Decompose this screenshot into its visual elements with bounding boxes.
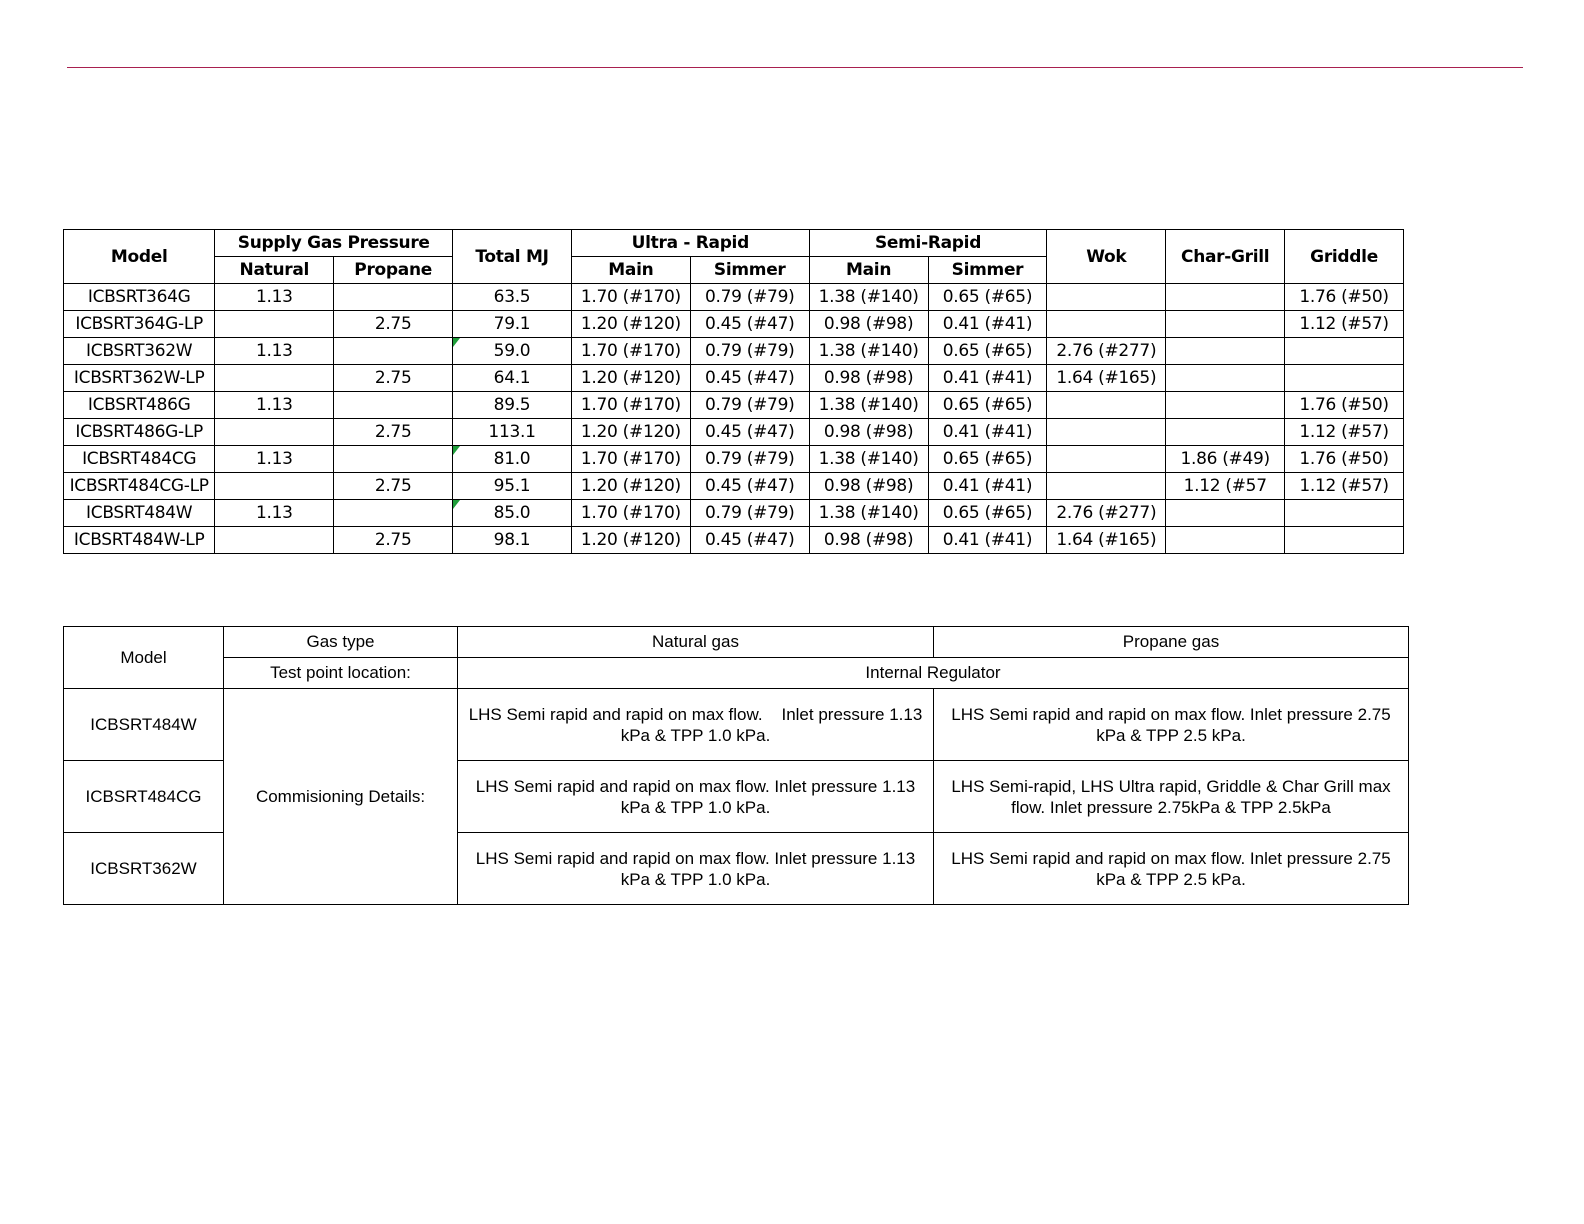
cell-semi-main: 0.98 (#98) — [809, 473, 928, 500]
cell-semi-simmer: 0.41 (#41) — [928, 365, 1047, 392]
cell-natural: 1.13 — [215, 392, 334, 419]
cell-semi-simmer: 0.41 (#41) — [928, 419, 1047, 446]
commissioning-details-label: Commisioning Details: — [224, 689, 458, 905]
cell-model: ICBSRT362W — [64, 833, 224, 905]
table-row — [64, 311, 1404, 338]
cell-total-mj: 89.5 — [453, 392, 572, 419]
cell-griddle: 1.12 (#57) — [1285, 311, 1404, 338]
cell-semi-simmer: 0.65 (#65) — [928, 446, 1047, 473]
table-row — [64, 284, 1404, 311]
cell-griddle — [1285, 527, 1404, 554]
cell-ultra-simmer: 0.45 (#47) — [690, 365, 809, 392]
header-propane-gas: Propane gas — [934, 627, 1409, 658]
cell-wok — [1047, 473, 1166, 500]
header-semi-main: Main — [809, 257, 928, 284]
cell-natural — [215, 527, 334, 554]
cell-ultra-main: 1.20 (#120) — [571, 419, 690, 446]
cell-natural: 1.13 — [215, 338, 334, 365]
cell-model: ICBSRT364G-LP — [64, 311, 215, 338]
cell-propane — [334, 284, 453, 311]
cell-semi-main: 0.98 (#98) — [809, 527, 928, 554]
cell-griddle — [1285, 500, 1404, 527]
table-row — [64, 392, 1404, 419]
header-char-grill: Char-Grill — [1166, 230, 1285, 284]
cell-semi-simmer: 0.41 (#41) — [928, 311, 1047, 338]
cell-wok — [1047, 419, 1166, 446]
cell-model: ICBSRT364G — [64, 284, 215, 311]
cell-wok: 2.76 (#277) — [1047, 500, 1166, 527]
cell-ultra-main: 1.20 (#120) — [571, 473, 690, 500]
commissioning-table — [63, 626, 1409, 905]
table-row — [64, 419, 1404, 446]
cell-ultra-simmer: 0.45 (#47) — [690, 311, 809, 338]
cell-ultra-simmer: 0.79 (#79) — [690, 500, 809, 527]
cell-propane: 2.75 — [334, 365, 453, 392]
cell-model: ICBSRT484CG — [64, 761, 224, 833]
cell-wok: 1.64 (#165) — [1047, 365, 1166, 392]
header-ultra-rapid: Ultra - Rapid — [571, 230, 809, 257]
cell-ultra-main: 1.70 (#170) — [571, 446, 690, 473]
test-point-label: Test point location: — [224, 658, 458, 689]
cell-char-grill — [1166, 311, 1285, 338]
cell-semi-main: 0.98 (#98) — [809, 365, 928, 392]
header-semi-simmer: Simmer — [928, 257, 1047, 284]
cell-ultra-main: 1.70 (#170) — [571, 338, 690, 365]
cell-ultra-main: 1.20 (#120) — [571, 365, 690, 392]
cell-ultra-main: 1.20 (#120) — [571, 527, 690, 554]
table-row — [64, 365, 1404, 392]
cell-natural — [215, 419, 334, 446]
cell-model: ICBSRT484CG-LP — [64, 473, 215, 500]
cell-wok — [1047, 446, 1166, 473]
header-model: Model — [64, 230, 215, 284]
cell-griddle: 1.76 (#50) — [1285, 446, 1404, 473]
cell-natural-details: LHS Semi rapid and rapid on max flow. Inlet pressure 1.13 kPa & TPP 1.0 kPa. — [458, 761, 934, 833]
cell-propane — [334, 500, 453, 527]
cell-propane-details: LHS Semi rapid and rapid on max flow. Inlet pressure 2.75 kPa & TPP 2.5 kPa. — [934, 833, 1409, 905]
cell-semi-main: 1.38 (#140) — [809, 284, 928, 311]
header-model: Model — [64, 627, 224, 689]
cell-model: ICBSRT362W-LP — [64, 365, 215, 392]
header-propane: Propane — [334, 257, 453, 284]
cell-model: ICBSRT484W-LP — [64, 527, 215, 554]
cell-ultra-simmer: 0.79 (#79) — [690, 284, 809, 311]
cell-model: ICBSRT486G-LP — [64, 419, 215, 446]
cell-char-grill — [1166, 500, 1285, 527]
cell-char-grill — [1166, 392, 1285, 419]
cell-model: ICBSRT486G — [64, 392, 215, 419]
cell-natural: 1.13 — [215, 284, 334, 311]
cell-char-grill — [1166, 419, 1285, 446]
cell-char-grill: 1.86 (#49) — [1166, 446, 1285, 473]
cell-natural — [215, 311, 334, 338]
cell-griddle: 1.76 (#50) — [1285, 392, 1404, 419]
cell-griddle: 1.12 (#57) — [1285, 473, 1404, 500]
cell-semi-main: 0.98 (#98) — [809, 311, 928, 338]
cell-ultra-main: 1.20 (#120) — [571, 311, 690, 338]
cell-propane — [334, 392, 453, 419]
cell-propane: 2.75 — [334, 473, 453, 500]
cell-semi-main: 1.38 (#140) — [809, 446, 928, 473]
cell-propane: 2.75 — [334, 419, 453, 446]
cell-semi-main: 1.38 (#140) — [809, 500, 928, 527]
cell-char-grill: 1.12 (#57 — [1166, 473, 1285, 500]
cell-ultra-simmer: 0.45 (#47) — [690, 473, 809, 500]
cell-propane — [334, 338, 453, 365]
header-total-mj: Total MJ — [453, 230, 572, 284]
cell-char-grill — [1166, 284, 1285, 311]
table-row — [64, 527, 1404, 554]
cell-ultra-main: 1.70 (#170) — [571, 500, 690, 527]
cell-propane: 2.75 — [334, 527, 453, 554]
cell-griddle — [1285, 338, 1404, 365]
cell-ultra-main: 1.70 (#170) — [571, 392, 690, 419]
cell-ultra-simmer: 0.79 (#79) — [690, 392, 809, 419]
cell-char-grill — [1166, 527, 1285, 554]
cell-semi-simmer: 0.41 (#41) — [928, 527, 1047, 554]
cell-wok — [1047, 392, 1166, 419]
cell-total-mj: 79.1 — [453, 311, 572, 338]
cell-total-mj: 64.1 — [453, 365, 572, 392]
cell-total-mj: 59.0 — [453, 338, 572, 365]
cell-propane: 2.75 — [334, 311, 453, 338]
cell-ultra-main: 1.70 (#170) — [571, 284, 690, 311]
header-natural: Natural — [215, 257, 334, 284]
header-natural-gas: Natural gas — [458, 627, 934, 658]
header-ultra-main: Main — [571, 257, 690, 284]
cell-ultra-simmer: 0.79 (#79) — [690, 446, 809, 473]
table-row — [64, 473, 1404, 500]
cell-semi-simmer: 0.65 (#65) — [928, 500, 1047, 527]
cell-ultra-simmer: 0.79 (#79) — [690, 338, 809, 365]
test-point-value: Internal Regulator — [458, 658, 1409, 689]
table-row — [64, 446, 1404, 473]
cell-natural — [215, 365, 334, 392]
cell-char-grill — [1166, 338, 1285, 365]
cell-natural — [215, 473, 334, 500]
cell-griddle: 1.76 (#50) — [1285, 284, 1404, 311]
cell-semi-simmer: 0.41 (#41) — [928, 473, 1047, 500]
cell-griddle — [1285, 365, 1404, 392]
cell-char-grill — [1166, 365, 1285, 392]
cell-griddle: 1.12 (#57) — [1285, 419, 1404, 446]
table-row — [64, 338, 1404, 365]
gas-type-label: Gas type — [224, 627, 458, 658]
cell-wok: 2.76 (#277) — [1047, 338, 1166, 365]
cell-natural: 1.13 — [215, 446, 334, 473]
header-griddle: Griddle — [1285, 230, 1404, 284]
cell-semi-main: 1.38 (#140) — [809, 392, 928, 419]
header-supply-gas-pressure: Supply Gas Pressure — [215, 230, 453, 257]
cell-wok — [1047, 284, 1166, 311]
cell-natural-details: LHS Semi rapid and rapid on max flow. Inlet pressure 1.13 kPa & TPP 1.0 kPa. — [458, 689, 934, 761]
header-ultra-simmer: Simmer — [690, 257, 809, 284]
cell-wok: 1.64 (#165) — [1047, 527, 1166, 554]
table-row — [64, 500, 1404, 527]
gas-spec-table — [63, 229, 1404, 554]
cell-total-mj: 113.1 — [453, 419, 572, 446]
cell-total-mj: 81.0 — [453, 446, 572, 473]
cell-semi-main: 1.38 (#140) — [809, 338, 928, 365]
cell-model: ICBSRT484CG — [64, 446, 215, 473]
table-row — [64, 689, 1409, 761]
cell-total-mj: 95.1 — [453, 473, 572, 500]
cell-ultra-simmer: 0.45 (#47) — [690, 419, 809, 446]
cell-natural-details: LHS Semi rapid and rapid on max flow. Inlet pressure 1.13 kPa & TPP 1.0 kPa. — [458, 833, 934, 905]
cell-semi-simmer: 0.65 (#65) — [928, 338, 1047, 365]
cell-propane — [334, 446, 453, 473]
cell-propane-details: LHS Semi-rapid, LHS Ultra rapid, Griddle & Char Grill max flow. Inlet pressure 2.75kPa & TPP 2.5kPa — [934, 761, 1409, 833]
header-rule — [67, 67, 1523, 68]
cell-total-mj: 63.5 — [453, 284, 572, 311]
cell-model: ICBSRT484W — [64, 689, 224, 761]
cell-total-mj: 85.0 — [453, 500, 572, 527]
cell-total-mj: 98.1 — [453, 527, 572, 554]
cell-model: ICBSRT484W — [64, 500, 215, 527]
cell-wok — [1047, 311, 1166, 338]
cell-ultra-simmer: 0.45 (#47) — [690, 527, 809, 554]
cell-natural: 1.13 — [215, 500, 334, 527]
cell-semi-simmer: 0.65 (#65) — [928, 284, 1047, 311]
header-semi-rapid: Semi-Rapid — [809, 230, 1047, 257]
cell-semi-main: 0.98 (#98) — [809, 419, 928, 446]
header-wok: Wok — [1047, 230, 1166, 284]
cell-propane-details: LHS Semi rapid and rapid on max flow. Inlet pressure 2.75 kPa & TPP 2.5 kPa. — [934, 689, 1409, 761]
cell-model: ICBSRT362W — [64, 338, 215, 365]
cell-semi-simmer: 0.65 (#65) — [928, 392, 1047, 419]
